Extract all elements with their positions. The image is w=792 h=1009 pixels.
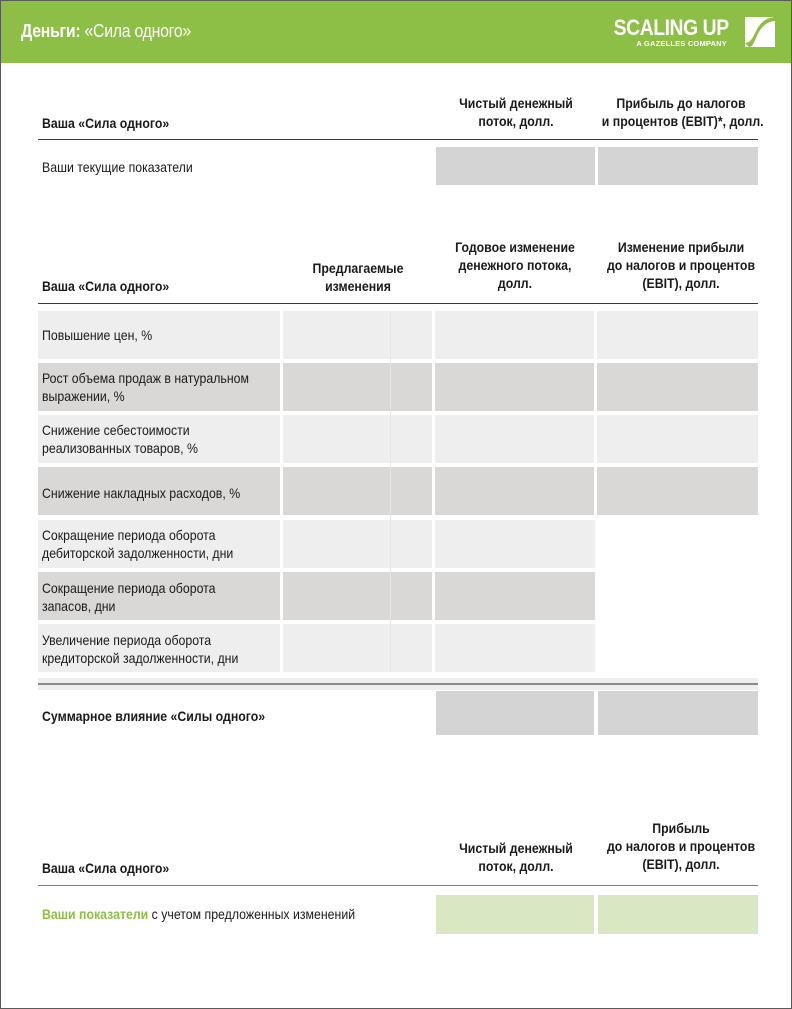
cash-flow-change-input[interactable]	[437, 520, 595, 568]
column-guide	[390, 311, 391, 672]
column-separator	[280, 311, 283, 672]
logo-tagline: A GAZELLES COMPANY	[636, 39, 727, 48]
current-metrics-label: Ваши текущие показатели	[42, 159, 193, 175]
section1-divider	[38, 139, 758, 140]
section2-header-ebit: Изменение прибыли до налогов и процентов (EBIT), долл.	[606, 239, 756, 291]
total-ebit-input[interactable]	[598, 691, 758, 735]
column-separator	[432, 311, 435, 672]
section3-header-ebit: Прибыль до налогов и процентов (EBIT), долл.	[606, 820, 756, 872]
ebit-change-input[interactable]	[599, 311, 758, 359]
current-cash-flow-input[interactable]	[436, 147, 595, 185]
row-label: Снижение накладных расходов, %	[42, 485, 241, 501]
row-label: Повышение цен, %	[42, 327, 153, 343]
scaling-up-logo	[611, 15, 781, 51]
cash-flow-change-input[interactable]	[437, 415, 595, 463]
row-label: Рост объема продаж в натуральном выражении, %	[42, 370, 249, 404]
cash-flow-change-input[interactable]	[437, 363, 595, 411]
row-label: Сокращение периода оборота запасов, дни	[42, 580, 216, 614]
proposed-change-input[interactable]	[283, 624, 433, 672]
logo-swoosh-icon	[745, 17, 775, 47]
proposed-change-input[interactable]	[283, 520, 433, 568]
section3-header-cash: Чистый денежный поток, долл.	[459, 840, 573, 874]
adjusted-metrics-label: Ваши показатели с учетом предложенных изменений	[42, 906, 356, 922]
adjusted-ebit-input[interactable]	[598, 895, 758, 934]
section2-column-label: Ваша «Сила одного»	[42, 278, 170, 294]
header-bar	[1, 1, 791, 63]
row-label: Сокращение периода оборота дебиторской задолженности, дни	[42, 527, 234, 561]
total-divider	[38, 683, 758, 685]
column-separator	[594, 311, 597, 515]
section1-column-label: Ваша «Сила одного»	[42, 115, 170, 131]
section1-header-ebit: Прибыль до налогов и процентов (EBIT)*, долл.	[601, 95, 764, 129]
section3-divider	[38, 885, 758, 886]
cash-flow-change-input[interactable]	[437, 311, 595, 359]
cash-flow-change-input[interactable]	[437, 467, 595, 515]
proposed-change-input[interactable]	[283, 572, 433, 620]
current-ebit-input[interactable]	[598, 147, 758, 185]
total-cash-flow-input[interactable]	[436, 691, 594, 735]
cash-flow-change-input[interactable]	[437, 624, 595, 672]
section2-header-cash: Годовое изменение денежного потока, долл.	[455, 239, 575, 291]
logo-wordmark: SCALING UP	[613, 15, 729, 40]
proposed-change-input[interactable]	[283, 467, 433, 515]
proposed-change-input[interactable]	[283, 311, 433, 359]
ebit-change-input[interactable]	[599, 363, 758, 411]
section3-column-label: Ваша «Сила одного»	[42, 860, 170, 876]
adjusted-metrics-highlight: Ваши показатели	[42, 906, 149, 922]
page-title: Деньги: «Сила одного»	[21, 21, 191, 41]
ebit-change-input[interactable]	[599, 467, 758, 515]
proposed-change-input[interactable]	[283, 415, 433, 463]
total-impact-label: Суммарное влияние «Силы одного»	[42, 708, 266, 724]
row-label: Снижение себестоимости реализованных товаров, %	[42, 422, 198, 456]
adjusted-cash-flow-input[interactable]	[436, 895, 594, 934]
ebit-change-input[interactable]	[599, 415, 758, 463]
proposed-change-input[interactable]	[283, 363, 433, 411]
section2-divider	[38, 303, 758, 304]
section1-header-cash: Чистый денежный поток, долл.	[459, 95, 573, 129]
section2-header-changes: Предлагаемые изменения	[312, 260, 404, 294]
row-label: Увеличение периода оборота кредиторской задолженности, дни	[42, 632, 239, 666]
cash-flow-change-input[interactable]	[437, 572, 595, 620]
